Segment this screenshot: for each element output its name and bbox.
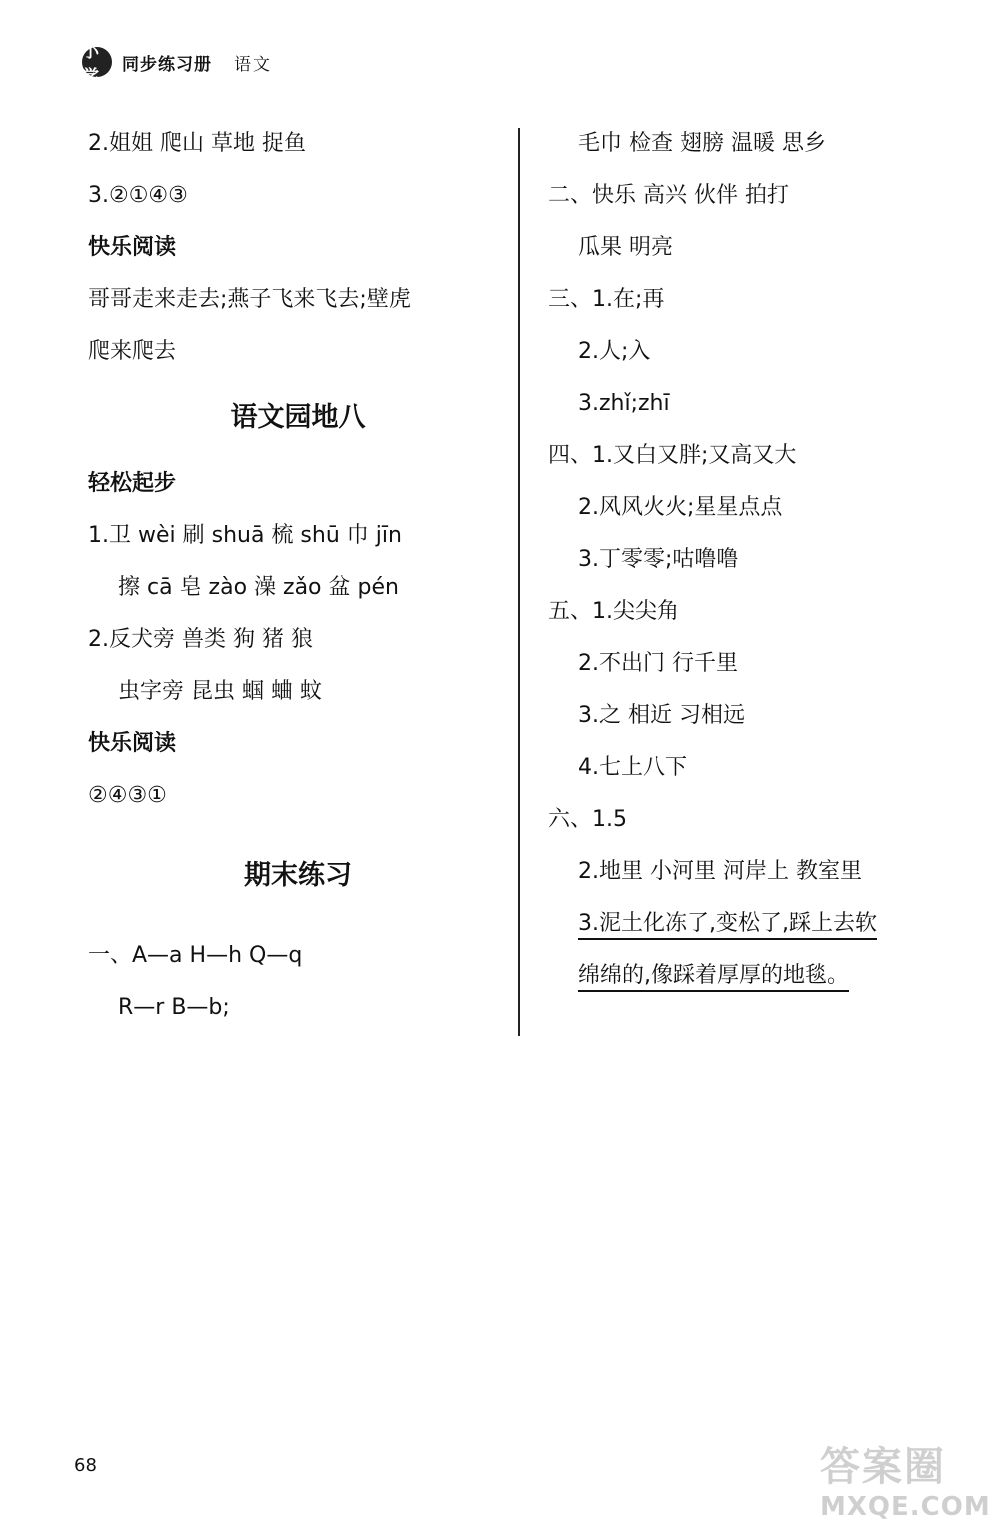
page-header [82,42,272,87]
answer-line: R—r B—b; [118,995,230,1020]
answer-line: 2.不出门 行千里 [578,651,738,676]
answer-line: 2.风风火火;星星点点 [578,495,783,520]
section-title-final-practice: 期末练习 [244,860,352,891]
site-watermark [820,1435,990,1525]
section-heading-happy-reading: 快乐阅读 [88,731,177,756]
answer-line: 3.丁零零;咕噜噜 [578,547,739,572]
answer-line: 擦 cā 皂 zào 澡 zǎo 盆 pén [118,575,399,600]
column-divider [518,128,520,1036]
answer-line: 1.卫 wèi 刷 shuā 梳 shū 巾 jīn [88,523,402,548]
watermark-url: MXQE.COM [820,1492,991,1522]
answer-line: 四、1.又白又胖;又高又大 [548,443,797,468]
answer-line: 3.②①④③ [88,183,188,208]
page-number: 68 [74,1455,97,1476]
answer-line: 一、A—a H—h Q—q [88,943,303,968]
section-title-garden-eight: 语文园地八 [230,402,366,433]
watermark-logo-text: 答案圈 [820,1444,946,1490]
answer-line: 瓜果 明亮 [578,235,673,260]
answer-line: 二、快乐 高兴 伙伴 拍打 [548,183,789,208]
answer-line: 五、1.尖尖角 [548,599,679,624]
logo-badge: 小学 [82,47,112,77]
answer-line-underlined: 3.泥土化冻了,变松了,踩上去软 [578,911,877,936]
subject-label: 语文 [234,54,272,75]
answer-line: 哥哥走来走去;燕子飞来飞去;壁虎 [88,287,411,312]
answer-line: 4.七上八下 [578,755,687,780]
answer-line: 2.地里 小河里 河岸上 教室里 [578,859,862,884]
answer-line-underlined: 绵绵的,像踩着厚厚的地毯。 [578,963,849,988]
answer-line: 2.反犬旁 兽类 狗 猪 狼 [88,627,313,652]
answer-line: 爬来爬去 [88,339,177,364]
left-column [88,118,508,1034]
answer-line: 虫字旁 昆虫 蝈 蛐 蚊 [118,679,322,704]
answer-line: 3.zhǐ;zhī [578,391,670,416]
brand-logo [82,42,114,87]
answer-line: ②④③① [88,783,167,808]
section-heading-happy-reading: 快乐阅读 [88,235,177,260]
answer-line: 2.人;入 [578,339,651,364]
answer-line: 2.姐姐 爬山 草地 捉鱼 [88,131,306,156]
section-heading-easy-start: 轻松起步 [88,471,177,496]
book-series-title: 同步练习册 [122,54,212,75]
answer-line: 三、1.在;再 [548,287,665,312]
answer-line: 六、1.5 [548,807,627,832]
answer-line: 毛巾 检查 翅膀 温暖 思乡 [578,131,826,156]
right-column [548,118,968,1002]
answer-line: 3.之 相近 习相远 [578,703,745,728]
